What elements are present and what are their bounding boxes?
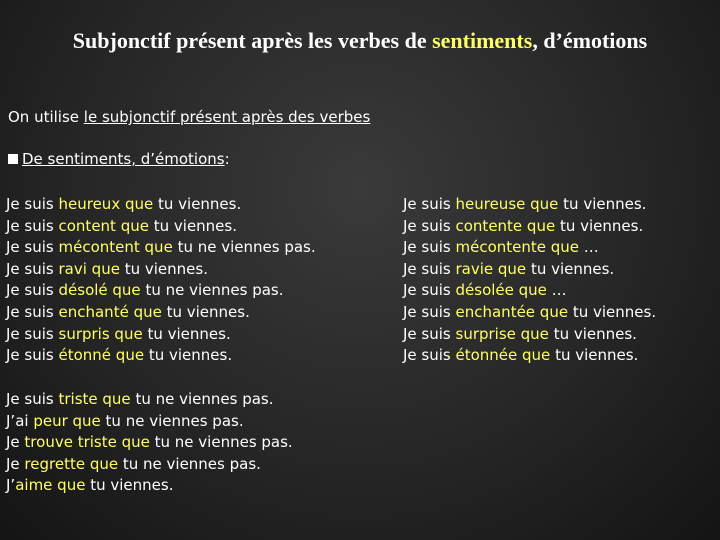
sentence-part: tu ne viennes pas. [149,433,293,452]
example-sentence [6,216,316,238]
example-sentence [403,345,656,367]
sentence-part: Je suis [6,346,59,365]
verb-phrase: mécontent que [58,238,173,257]
title-prefix: Subjonctif présent après les verbes de [72,28,433,53]
sentence-part: Je [6,433,25,452]
bullet-heading [8,150,230,168]
verb-phrase: enchanté que [58,302,162,321]
sentence-part: tu viennes. [142,324,231,343]
verb-phrase: surpris que [58,324,143,343]
verb-phrase: étonnée que [455,346,551,365]
example-sentence [6,324,316,346]
sentence-part: tu viennes. [148,216,237,235]
sentence-part: Je suis [403,302,456,321]
sentence-part: Je suis [6,281,59,300]
verb-phrase: désolé que [58,281,141,300]
example-sentence [403,259,656,281]
intro-underlined: le subjonctif présent après des verbes [83,108,371,126]
example-sentence [403,302,656,324]
sentence-part: … [579,238,599,257]
sentence-part: Je suis [6,195,59,213]
sentence-part: … [546,281,567,300]
sentence-part: Je suis [6,302,59,321]
sentence-part: Je suis [6,259,59,278]
sentence-part: tu viennes. [161,302,250,321]
verb-phrase: heureuse que [455,195,559,213]
sentence-part: Je suis [403,324,456,343]
example-sentence [403,324,656,346]
verb-phrase: ravie que [455,259,527,278]
sentence-part: Je suis [403,216,456,235]
sentence-part: tu viennes. [558,195,647,213]
sentence-part: tu viennes. [548,324,637,343]
verb-phrase: heureux que [58,195,154,213]
verb-phrase: contente que [455,216,556,235]
example-sentence [403,194,656,216]
sentence-part: tu ne viennes pas. [130,390,274,408]
sentence-part: Je suis [403,281,456,300]
example-sentence [6,454,293,476]
sentence-part: tu viennes. [550,346,639,365]
sentence-part: Je [6,454,25,473]
slide-title [0,28,720,54]
verb-phrase: ravi que [58,259,120,278]
sentence-part: tu viennes. [555,216,644,235]
sentence-part: Je suis [6,238,59,257]
example-sentence [6,237,316,259]
intro-prefix: On utilise [8,108,84,126]
sentence-part: tu ne viennes pas. [140,281,284,300]
example-sentence [6,194,316,216]
sentence-part: Je suis [403,259,456,278]
sentence-part: Je suis [403,238,456,257]
sentence-part: tu viennes. [526,259,615,278]
verb-phrase: étonné que [58,346,145,365]
feminine-examples-list [403,194,656,367]
sentence-part: tu viennes. [119,259,208,278]
sentence-part: Je suis [403,195,456,213]
example-sentence [6,280,316,302]
example-sentence [6,411,293,433]
example-sentence [403,216,656,238]
verb-phrase: regrette que [24,454,119,473]
sentence-part: tu ne viennes pas. [172,238,316,257]
sentence-part: tu viennes. [153,195,242,213]
bullet-suffix: : [224,150,230,168]
square-bullet-icon [8,154,18,164]
sentence-part: J’ [6,476,16,495]
verb-phrase: mécontente que [455,238,580,257]
verb-phrase: peur que [33,411,101,430]
verb-phrase: surprise que [455,324,549,343]
sentence-part: J’ai [6,411,34,430]
sentence-part: tu ne viennes pas. [118,454,261,473]
verb-phrase: aime que [15,476,86,495]
title-suffix: , d’émotions [532,28,648,53]
example-sentence [403,237,656,259]
sentence-part: tu ne viennes pas. [100,411,244,430]
sentence-part: Je suis [6,390,59,408]
sentence-part: Je suis [6,216,59,235]
verb-phrase: désolée que [455,281,547,300]
verb-phrase: trouve triste que [24,433,150,452]
title-highlight: sentiments [432,28,533,53]
verb-phrase: enchantée que [455,302,569,321]
example-sentence [6,302,316,324]
example-sentence [6,475,293,497]
example-sentence [6,259,316,281]
other-verbs-list [6,389,293,497]
sentence-part: tu viennes. [85,476,174,495]
intro-text [8,108,370,126]
example-sentence [6,345,316,367]
example-sentence [6,432,293,454]
bullet-underlined: De sentiments, d’émotions [22,150,225,168]
example-sentence [6,389,293,411]
sentence-part: tu viennes. [144,346,233,365]
verb-phrase: content que [58,216,149,235]
verb-phrase: triste que [58,390,131,408]
sentence-part: Je suis [6,324,59,343]
sentence-part: tu viennes. [568,302,657,321]
sentence-part: Je suis [403,346,456,365]
example-sentence [403,280,656,302]
masculine-examples-list [6,194,316,367]
